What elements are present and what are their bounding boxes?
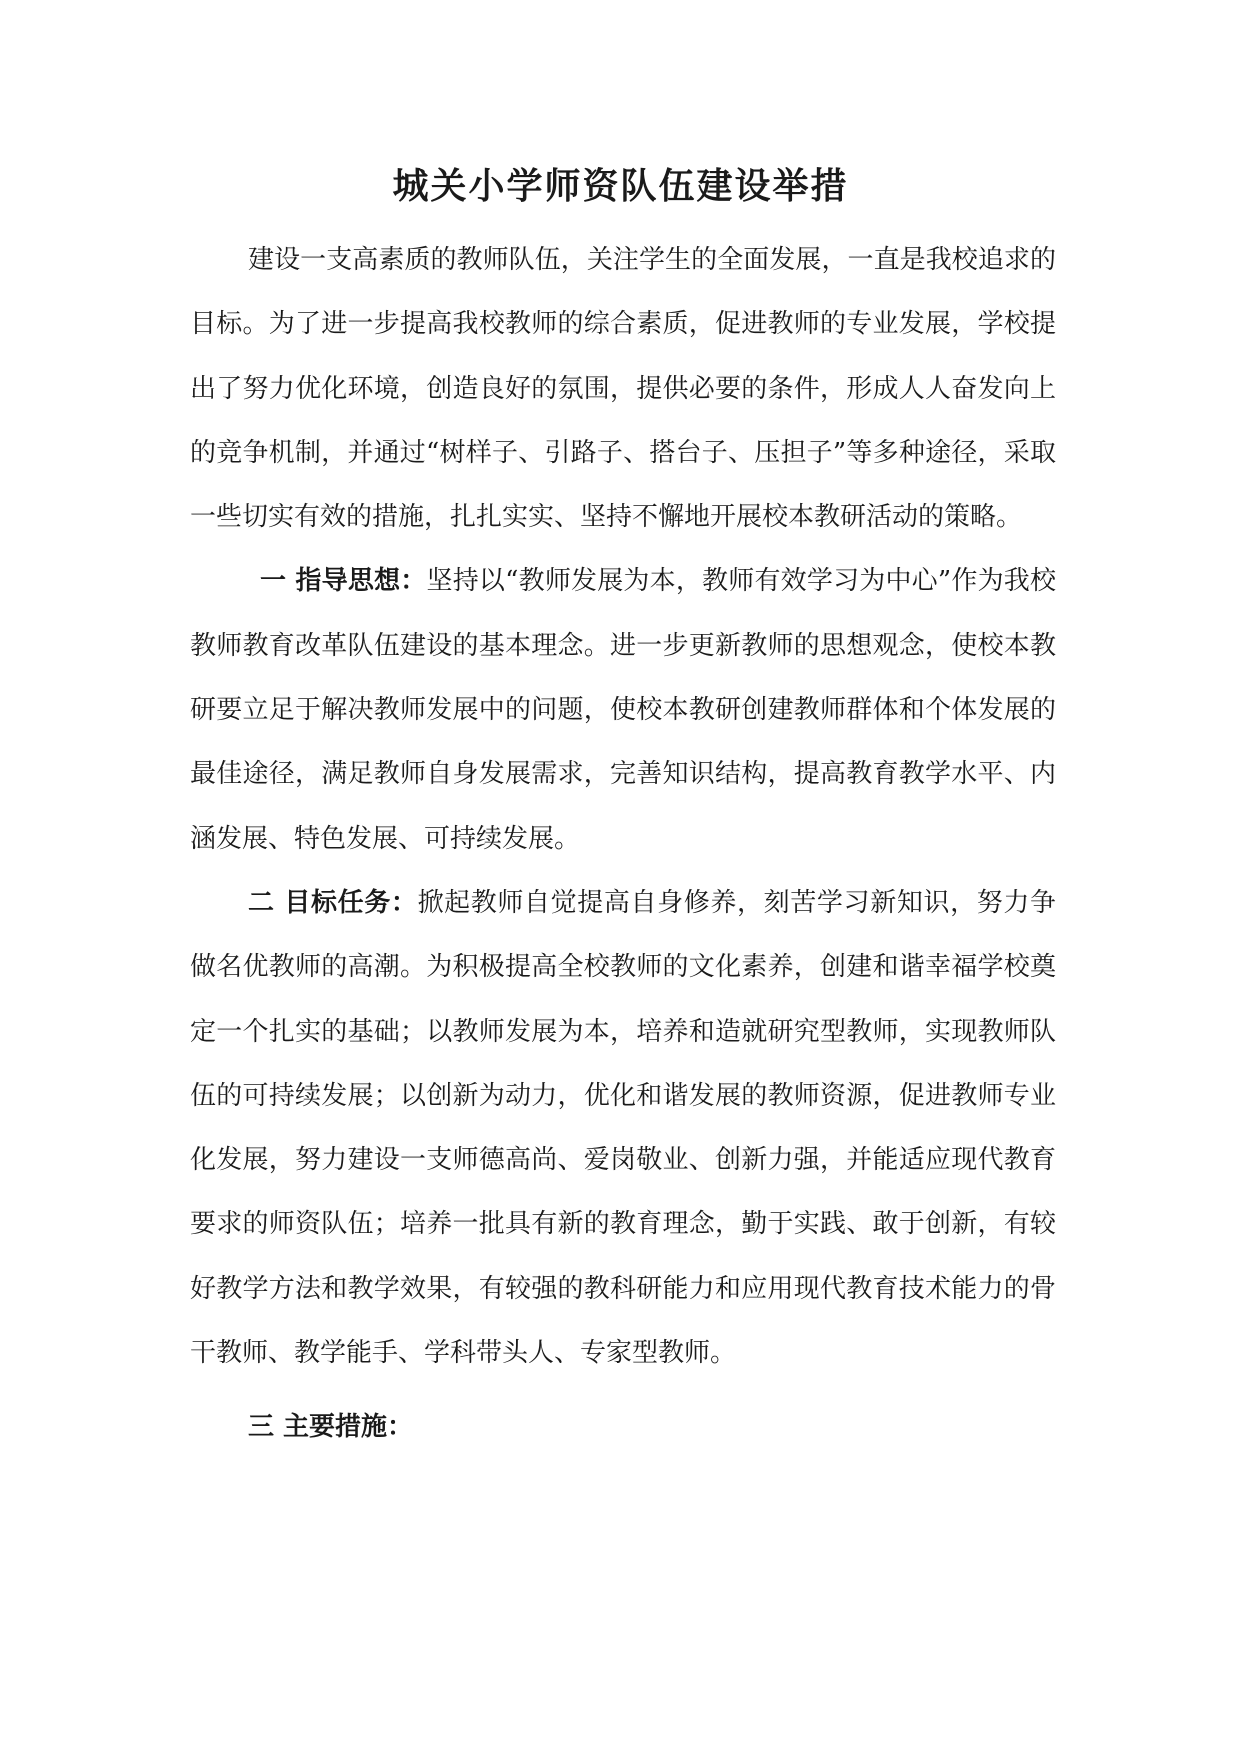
section-heading-main-measures: 三 主要措施： bbox=[248, 1412, 414, 1443]
document-body bbox=[190, 228, 1056, 1460]
section-text-guiding-ideology: 坚持以“教师发展为本，教师有效学习为中心”作为我校教师教育改革队伍建设的基本理念。进一步更新教师的思想观念，使校本教研要立足于解决教师发展中的问题，使校本教研创建教师群体和个体发展的最佳途径，满足教师自身发展需求，完善知识结构，提高教育教学水平、内涵发展、特色发展、可持续发展。 bbox=[190, 566, 1056, 854]
document-title: 城关小学师资队伍建设举措 bbox=[392, 165, 849, 207]
section-text-objectives: 掀起教师自觉提高自身修养，刻苦学习新知识，努力争做名优教师的高潮。为积极提高全校教师的文化素养，创建和谐幸福学校奠定一个扎实的基础；以教师发展为本，培养和造就研究型教师，实现教师队伍的可持续发展；以创新为动力，优化和谐发展的教师资源，促进教师专业化发展，努力建设一支师德高尚、爱岗敬业、创新力强，并能适应现代教育要求的师资队伍；培养一批具有新的教育理念，勤于实践、敢于创新，有较好教学方法和教学效果，有较强的教科研能力和应用现代教育技术能力的骨干教师、教学能手、学科带头人、专家型教师。 bbox=[190, 887, 1056, 1369]
intro-paragraph: 建设一支高素质的教师队伍，关注学生的全面发展，一直是我校追求的目标。为了进一步提高我校教师的综合素质，促进教师的专业发展，学校提出了努力优化环境，创造良好的氛围，提供必要的条件，形成人人奋发向上的竞争机制，并通过“树样子、引路子、搭台子、压担子”等多种途径，采取一些切实有效的措施，扎扎实实、坚持不懈地开展校本教研活动的策略。 bbox=[190, 245, 1056, 533]
section-heading-objectives: 二 目标任务： bbox=[248, 887, 418, 918]
section-objectives bbox=[190, 871, 1056, 1385]
section-guiding-ideology bbox=[190, 549, 1056, 870]
section-heading-guiding-ideology: 一 指导思想： bbox=[260, 566, 427, 597]
